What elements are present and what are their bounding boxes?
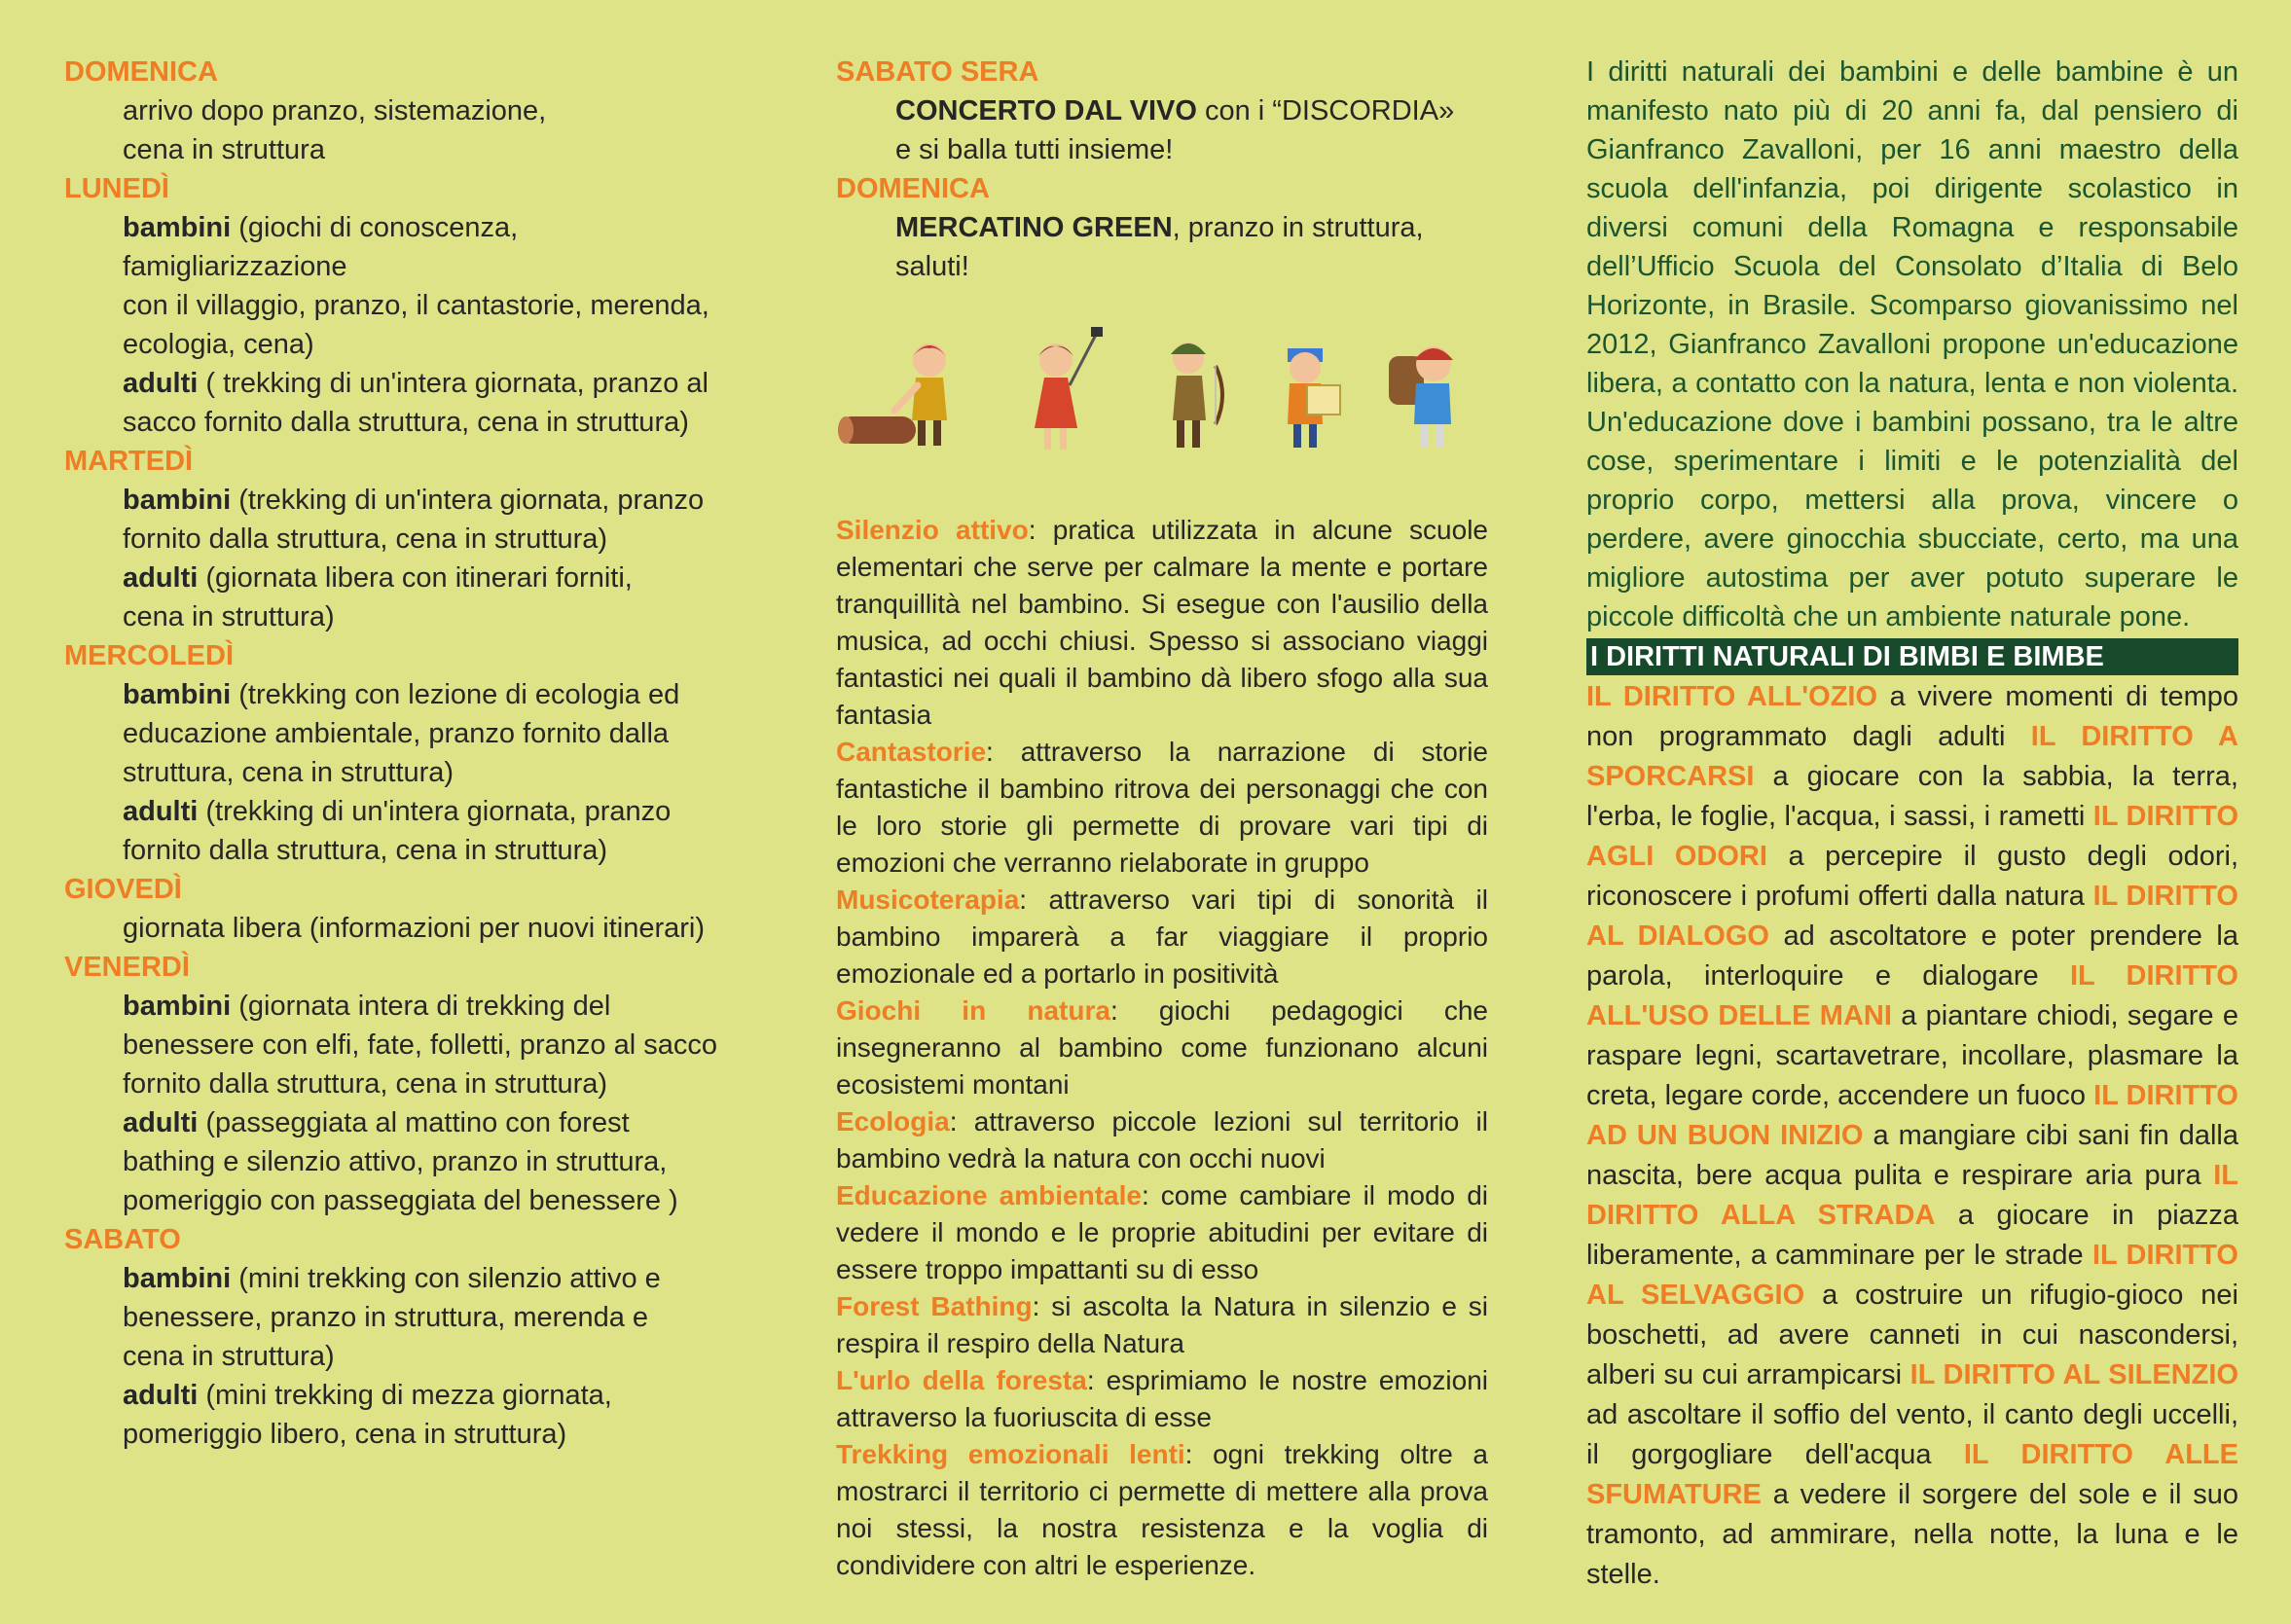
- schedule-text: (passeggiata al mattino con forest: [198, 1107, 630, 1138]
- activity-item: [836, 882, 1488, 992]
- right-title: IL DIRITTO AD UN BUON INIZIO: [1586, 1080, 2238, 1151]
- market-title: MERCATINO GREEN: [895, 212, 1173, 243]
- schedule-line: [123, 909, 726, 948]
- market-text: , pranzo in struttura, saluti!: [895, 212, 1424, 282]
- activity-description: : attraverso piccole lezioni sul territorio il bambino vedrà la natura con occhi nuovi: [836, 1106, 1488, 1173]
- day-title: GIOVEDÌ: [64, 874, 182, 905]
- schedule-text: fornito dalla struttura, cena in struttura): [123, 835, 608, 866]
- schedule-line: [123, 1376, 726, 1415]
- activity-term: L'urlo della foresta: [836, 1365, 1087, 1395]
- activity-description: : come cambiare il modo di vedere il mondo e le proprie abitudini per evitare di essere troppo impattanti su di esso: [836, 1180, 1488, 1284]
- activity-term: Forest Bathing: [836, 1291, 1033, 1321]
- concert-line: [895, 91, 1488, 130]
- concert-title: CONCERTO DAL VIVO: [895, 95, 1197, 126]
- schedule-text: pomeriggio con passeggiata del benessere ): [123, 1185, 678, 1216]
- schedule-line: [123, 597, 726, 636]
- right-description: a costruire un rifugio-gioco nei boschetti, ad avere canneti in cui nascondersi, alberi su cui arrampicarsi: [1586, 1280, 2238, 1390]
- activity-term: Silenzio attivo: [836, 515, 1029, 545]
- activity-term: Giochi in natura: [836, 995, 1110, 1026]
- right-title: IL DIRITTO ALL'USO DELLE MANI: [1586, 960, 2238, 1031]
- schedule-column: [64, 53, 726, 1454]
- market-line: [895, 208, 1488, 286]
- sunday-title: DOMENICA: [836, 173, 990, 204]
- activity-term: Cantastorie: [836, 737, 987, 767]
- activity-description: : ogni trekking oltre a mostrarci il territorio ci permette di mettere alla prova noi stessi, la nostra resistenza e la voglia di condividere con altri le esperienze.: [836, 1439, 1488, 1580]
- schedule-line: [123, 91, 726, 130]
- schedule-text: famigliarizzazione: [123, 251, 347, 282]
- right-description: ad ascoltare il soffio del vento, il canto degli uccelli, il gorgogliare dell'acqua: [1586, 1399, 2238, 1470]
- schedule-line: [123, 481, 726, 520]
- schedule-text: benessere con elfi, fate, folletti, pranzo al sacco: [123, 1029, 717, 1061]
- schedule-line: [123, 520, 726, 559]
- activity-item: [836, 1436, 1488, 1584]
- schedule-line: [123, 1337, 726, 1376]
- schedule-text: (giornata intera di trekking del: [231, 991, 611, 1022]
- schedule-text: (giornata libera con itinerari forniti,: [198, 562, 633, 594]
- activity-term: Musicoterapia: [836, 884, 1020, 915]
- manifesto-intro: I diritti naturali dei bambini e delle bambine è un manifesto nato più di 20 anni fa, dal pensiero di Gianfranco Zavalloni, per 16 anni maestro della scuola dell'infanzia, poi dirigente scolastico in diversi comuni della Romagna e responsabile dell’Ufficio Scuola del Consolato d’Italia di Belo Horizonte, in Brasile. Scomparso giovanissimo nel 2012, Gianfranco Zavalloni propone un'educazione libera, a contatto con la natura, lenta e non violenta. Un'educazione dove i bambini possano, tra le altre cose, sperimentare i limiti e le potenzialità del proprio corpo, mettersi alla prova, vincere o perdere, avere ginocchia sbucciate, certo, ma una migliore autostima per aver potuto superare le piccole difficoltà che un ambiente naturale pone.: [1586, 56, 2238, 632]
- right-description: a vivere momenti di tempo non programmato dagli adulti: [1586, 681, 2238, 752]
- activity-item: [836, 512, 1488, 734]
- child-backpack-illustration: [1381, 327, 1478, 453]
- right-title: IL DIRITTO ALLA STRADA: [1586, 1160, 2238, 1231]
- child-selfie-illustration: [1021, 327, 1109, 453]
- activity-item: [836, 1103, 1488, 1177]
- activity-description: : si ascolta la Natura in silenzio e si respira il respiro della Natura: [836, 1291, 1489, 1358]
- right-description: ad ascoltatore e poter prendere la parola, interloquire e dialogare: [1586, 920, 2238, 992]
- right-title: IL DIRITTO A SPORCARSI: [1586, 721, 2238, 792]
- schedule-text: benessere, pranzo in struttura, merenda e: [123, 1302, 649, 1333]
- schedule-line: [123, 831, 726, 870]
- day-title: MERCOLEDÌ: [64, 640, 234, 671]
- concert-line-2: e si balla tutti insieme!: [895, 134, 1174, 165]
- schedule-line: [123, 364, 726, 403]
- rights-banner: I DIRITTI NATURALI DI BIMBI E BIMBE: [1586, 638, 2238, 675]
- schedule-line: [123, 987, 726, 1026]
- schedule-line: [123, 208, 726, 247]
- rights-column: [1586, 53, 2238, 1595]
- activities-list: [836, 512, 1488, 1584]
- activity-description: : pratica utilizzata in alcune scuole elementari che serve per calmare la mente e portare tranquillità nel bambino. Si esegue con l'ausilio della musica, ad occhi chiusi. Spesso si associano viaggi fantastici nei quali il bambino dà libero sfogo alla sua fantasia: [836, 515, 1488, 730]
- schedule-text: struttura, cena in struttura): [123, 757, 455, 788]
- activity-term: Trekking emozionali lenti: [836, 1439, 1185, 1469]
- activity-description: : esprimiamo le nostre emozioni attraverso la fuoriuscita di esse: [836, 1365, 1488, 1432]
- schedule-line: [123, 325, 726, 364]
- schedule-text: cena in struttura): [123, 601, 335, 632]
- schedule-text: sacco fornito dalla struttura, cena in struttura): [123, 407, 689, 438]
- activity-term: Ecologia: [836, 1106, 950, 1137]
- audience-label: bambini: [123, 212, 232, 243]
- right-title: IL DIRITTO AL SILENZIO: [1909, 1359, 2238, 1390]
- audience-label: bambini: [123, 679, 232, 710]
- activity-item: [836, 734, 1488, 882]
- schedule-line: [123, 1142, 726, 1181]
- schedule-text: ( trekking di un'intera giornata, pranzo al: [198, 368, 709, 399]
- schedule-line: [123, 753, 726, 792]
- schedule-text: con il villaggio, pranzo, il cantastorie, merenda,: [123, 290, 709, 321]
- schedule-line: [123, 714, 726, 753]
- right-description: a mangiare cibi sani fin dalla nascita, bere acqua pulita e respirare aria pura: [1586, 1120, 2238, 1191]
- schedule-line: [123, 1181, 726, 1220]
- schedule-line: [123, 247, 726, 286]
- day-title: MARTEDÌ: [64, 446, 194, 477]
- day-title: LUNEDÌ: [64, 173, 169, 204]
- schedule-line: [123, 286, 726, 325]
- schedule-line: [123, 1026, 726, 1065]
- schedule-line: [123, 675, 726, 714]
- schedule-line: [123, 1259, 726, 1298]
- schedule-line: [123, 1298, 726, 1337]
- events-column: [836, 53, 1488, 1584]
- day-title: VENERDÌ: [64, 952, 190, 983]
- child-bow-illustration: [1147, 327, 1235, 453]
- schedule-text: ecologia, cena): [123, 329, 314, 360]
- schedule-text: pomeriggio libero, cena in struttura): [123, 1419, 567, 1450]
- activity-item: [836, 992, 1488, 1103]
- saturday-evening-title: SABATO SERA: [836, 56, 1039, 88]
- right-description: a percepire il gusto degli odori, riconoscere i profumi offerti dalla natura: [1586, 841, 2238, 912]
- audience-label: bambini: [123, 485, 232, 516]
- audience-label: adulti: [123, 562, 199, 594]
- schedule-text: (trekking con lezione di ecologia ed: [231, 679, 680, 710]
- right-title: IL DIRITTO ALL'OZIO: [1586, 681, 1878, 712]
- day-title: DOMENICA: [64, 56, 218, 88]
- rights-list: [1586, 677, 2238, 1595]
- concert-text: con i “DISCORDIA»: [1196, 95, 1455, 126]
- audience-label: adulti: [123, 368, 199, 399]
- right-description: a giocare con la sabbia, la terra, l'erba, le foglie, l'acqua, i sassi, i rametti: [1586, 761, 2238, 832]
- schedule-text: (mini trekking con silenzio attivo e: [231, 1263, 661, 1294]
- schedule-text: educazione ambientale, pranzo fornito dalla: [123, 718, 670, 749]
- activity-description: : attraverso la narrazione di storie fantastiche il bambino ritrova dei personaggi che con le loro storie gli permette di provare vari tipi di emozioni che verranno rielaborate in gruppo: [836, 737, 1488, 878]
- schedule-text: arrivo dopo pranzo, sistemazione,: [123, 95, 547, 126]
- day-title: SABATO: [64, 1224, 181, 1255]
- activity-description: : giochi pedagogici che insegneranno al bambino come funzionano alcuni ecosistemi montani: [836, 995, 1488, 1100]
- activity-item: [836, 1177, 1488, 1288]
- activity-term: Educazione ambientale: [836, 1180, 1142, 1210]
- right-description: a piantare chiodi, segare e raspare legni, scartavetrare, incollare, plasmare la creta, legare corde, accendere un fuoco: [1586, 1000, 2238, 1111]
- right-description: a giocare in piazza liberamente, a camminare per le strade: [1586, 1200, 2238, 1271]
- schedule-line: [123, 1103, 726, 1142]
- audience-label: adulti: [123, 796, 199, 827]
- right-title: IL DIRITTO AL DIALOGO: [1586, 881, 2238, 952]
- audience-label: adulti: [123, 1380, 199, 1411]
- schedule-text: fornito dalla struttura, cena in struttura): [123, 523, 608, 555]
- schedule-text: (trekking di un'intera giornata, pranzo: [231, 485, 705, 516]
- child-map-illustration: [1264, 327, 1352, 453]
- right-title: IL DIRITTO AGLI ODORI: [1586, 801, 2238, 872]
- schedule-text: cena in struttura): [123, 1341, 335, 1372]
- schedule-text: fornito dalla struttura, cena in struttura): [123, 1068, 608, 1100]
- audience-label: bambini: [123, 1263, 232, 1294]
- activity-description: : attraverso vari tipi di sonorità il bambino imparerà a far viaggiare il proprio emozionale ed a portarlo in positività: [836, 884, 1488, 989]
- audience-label: bambini: [123, 991, 232, 1022]
- schedule-text: (trekking di un'intera giornata, pranzo: [198, 796, 672, 827]
- audience-label: adulti: [123, 1107, 199, 1138]
- right-title: IL DIRITTO AL SELVAGGIO: [1586, 1240, 2238, 1311]
- schedule-line: [123, 559, 726, 597]
- schedule-line: [123, 403, 726, 442]
- schedule-text: (giochi di conoscenza,: [231, 212, 519, 243]
- schedule-line: [123, 1415, 726, 1454]
- activity-item: [836, 1288, 1488, 1362]
- schedule-text: cena in struttura: [123, 134, 325, 165]
- schedule-line: [123, 130, 726, 169]
- schedule-text: bathing e silenzio attivo, pranzo in struttura,: [123, 1146, 668, 1177]
- schedule-line: [123, 1065, 726, 1103]
- schedule-text: (mini trekking di mezza giornata,: [198, 1380, 612, 1411]
- schedule-line: [123, 792, 726, 831]
- children-illustration: [836, 327, 1488, 453]
- right-title: IL DIRITTO ALLE SFUMATURE: [1586, 1439, 2238, 1510]
- schedule-text: giornata libera (informazioni per nuovi itinerari): [123, 913, 705, 944]
- activity-item: [836, 1362, 1488, 1436]
- child-log-illustration: [836, 327, 972, 453]
- right-description: a vedere il sorgere del sole e il suo tramonto, ad ammirare, nella notte, la luna e le stelle.: [1586, 1479, 2238, 1590]
